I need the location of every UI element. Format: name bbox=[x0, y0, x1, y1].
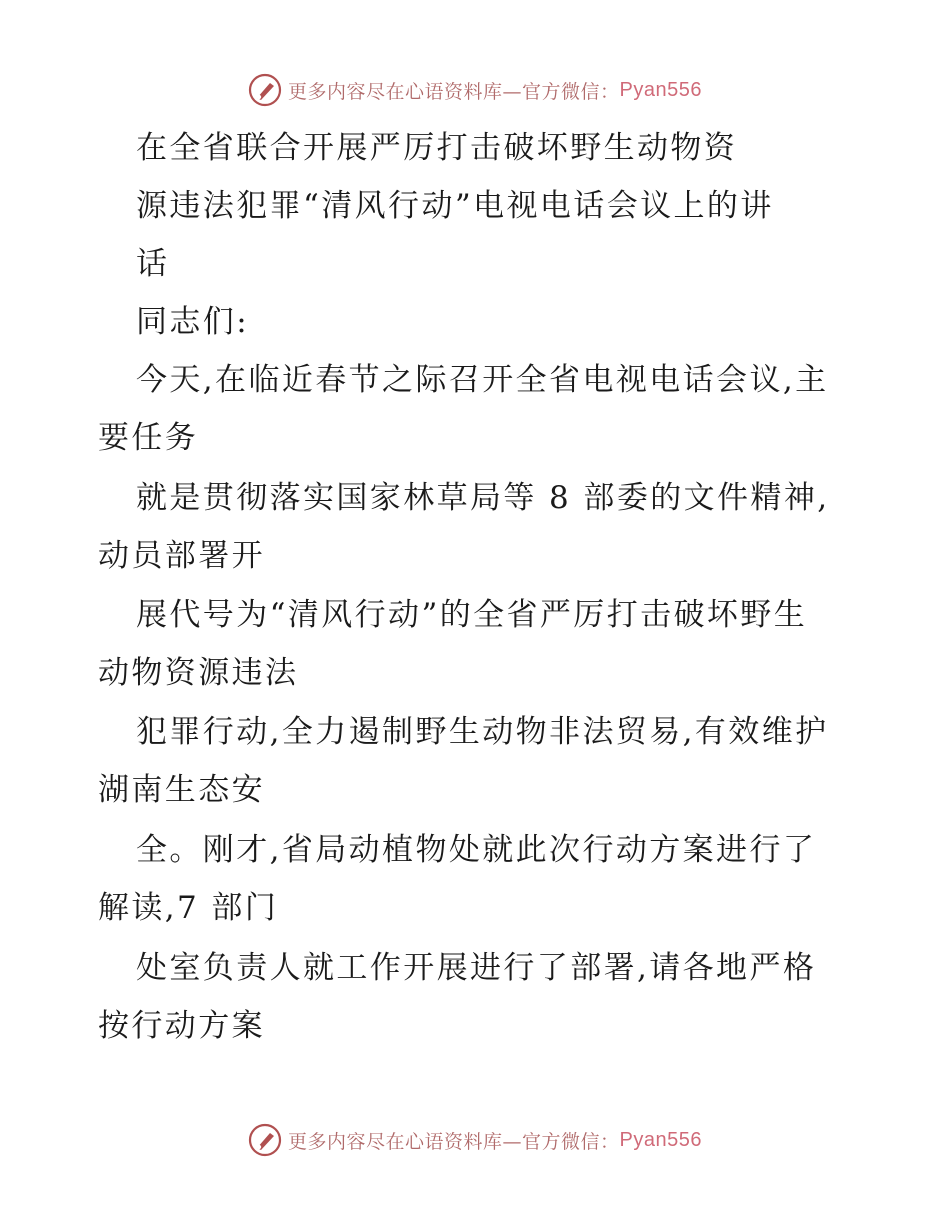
document-title-line-3: 话 bbox=[136, 246, 170, 282]
paragraph-line: 动物资源违法 bbox=[98, 655, 299, 691]
paragraph-line: 处室负责人就工作开展进行了部署,请各地严格 bbox=[136, 950, 817, 986]
fountain-pen-logo-icon bbox=[248, 1123, 282, 1157]
watermark-wechat-id: Pyan556 bbox=[619, 78, 702, 101]
fountain-pen-logo-icon bbox=[248, 73, 282, 107]
document-title-line-1: 在全省联合开展严厉打击破坏野生动物资 bbox=[136, 130, 738, 166]
footer-watermark bbox=[0, 1120, 950, 1160]
paragraph-line: 展代号为“清风行动”的全省严厉打击破坏野生 bbox=[136, 597, 808, 633]
document-title-line-2: 源违法犯罪“清风行动”电视电话会议上的讲 bbox=[136, 188, 774, 224]
paragraph-line: 就是贯彻落实国家林草局等 8 部委的文件精神, bbox=[136, 480, 830, 516]
salutation: 同志们: bbox=[136, 304, 250, 340]
paragraph-line: 湖南生态安 bbox=[98, 772, 265, 808]
paragraph-line: 按行动方案 bbox=[98, 1008, 265, 1044]
paragraph-line: 今天,在临近春节之际召开全省电视电话会议,主 bbox=[136, 362, 829, 398]
paragraph-line: 解读,7 部门 bbox=[98, 890, 279, 926]
watermark-text: 更多内容尽在心语资料库—官方微信： bbox=[288, 1130, 620, 1153]
paragraph-line: 全。刚才,省局动植物处就此次行动方案进行了 bbox=[136, 832, 817, 868]
watermark-text: 更多内容尽在心语资料库—官方微信： bbox=[288, 80, 620, 103]
header-watermark bbox=[0, 70, 950, 110]
paragraph-line: 动员部署开 bbox=[98, 538, 265, 574]
paragraph-line: 要任务 bbox=[98, 420, 199, 456]
paragraph-line: 犯罪行动,全力遏制野生动物非法贸易,有效维护 bbox=[136, 714, 829, 750]
watermark-wechat-id: Pyan556 bbox=[619, 1128, 702, 1151]
